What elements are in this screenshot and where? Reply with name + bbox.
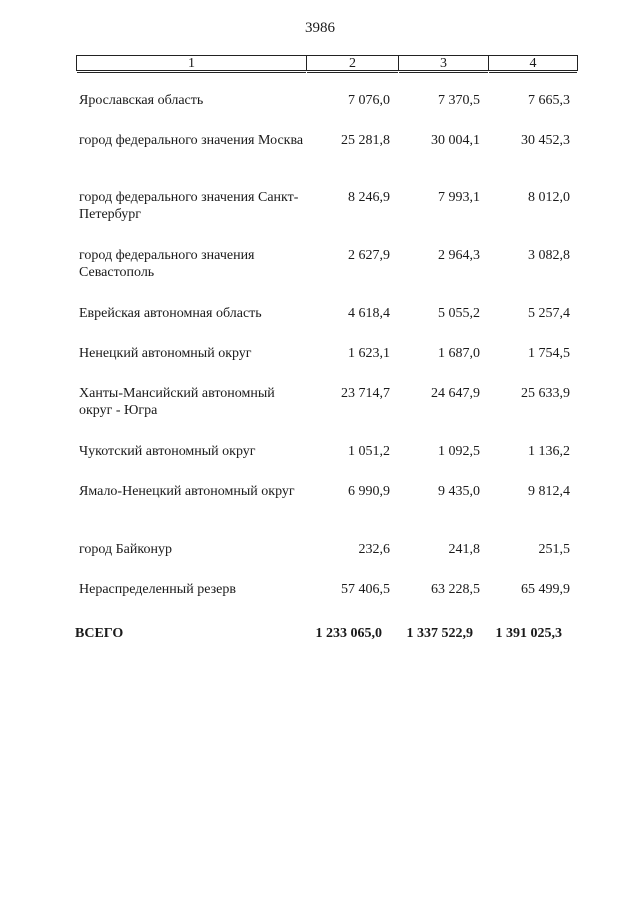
- region-name: Ханты-Мансийский автономный округ - Югра: [79, 386, 275, 418]
- value-col-4: 3 082,8: [528, 248, 570, 263]
- region-name: город федерального значения Москва: [79, 133, 304, 148]
- value-col-4: 65 499,9: [521, 582, 570, 597]
- value-col-3: 1 687,0: [438, 346, 480, 361]
- region-name: Ненецкий автономный округ: [79, 346, 252, 361]
- table-header: [76, 55, 578, 73]
- header-cell-1: 1: [76, 55, 306, 71]
- value-col-3: 30 004,1: [431, 133, 480, 148]
- value-col-3: 9 435,0: [438, 484, 480, 499]
- value-col-2: 23 714,7: [341, 386, 390, 401]
- value-col-3: 5 055,2: [438, 306, 480, 321]
- value-col-2: 6 990,9: [348, 484, 390, 499]
- value-col-2: 57 406,5: [341, 582, 390, 597]
- value-col-3: 24 647,9: [431, 386, 480, 401]
- value-col-3: 63 228,5: [431, 582, 480, 597]
- value-col-4: 30 452,3: [521, 133, 570, 148]
- value-col-2: 7 076,0: [348, 93, 390, 108]
- value-col-3: 241,8: [448, 542, 480, 557]
- total-col-3: 1 337 522,9: [406, 626, 473, 641]
- value-col-2: 25 281,8: [341, 133, 390, 148]
- value-col-2: 232,6: [358, 542, 390, 557]
- region-name: город федерального значения Севастополь: [79, 248, 255, 280]
- value-col-2: 1 623,1: [348, 346, 390, 361]
- region-name: Ямало-Ненецкий автономный округ: [79, 484, 295, 499]
- value-col-4: 9 812,4: [528, 484, 570, 499]
- value-col-3: 7 993,1: [438, 190, 480, 205]
- value-col-4: 1 754,5: [528, 346, 570, 361]
- total-col-2: 1 233 065,0: [315, 626, 382, 641]
- value-col-2: 4 618,4: [348, 306, 390, 321]
- value-col-2: 1 051,2: [348, 444, 390, 459]
- value-col-4: 5 257,4: [528, 306, 570, 321]
- region-name: город Байконур: [79, 542, 172, 557]
- region-name: Ярославская область: [79, 93, 204, 108]
- value-col-4: 7 665,3: [528, 93, 570, 108]
- value-col-2: 8 246,9: [348, 190, 390, 205]
- value-col-3: 1 092,5: [438, 444, 480, 459]
- region-name: Чукотский автономный округ: [79, 444, 256, 459]
- header-cell-3: 3: [398, 55, 488, 71]
- header-cell-4: 4: [488, 55, 578, 71]
- value-col-4: 251,5: [538, 542, 570, 557]
- region-name: Нераспределенный резерв: [79, 582, 236, 597]
- value-col-2: 2 627,9: [348, 248, 390, 263]
- value-col-3: 7 370,5: [438, 93, 480, 108]
- region-name: город федерального значения Санкт-Петербург: [79, 190, 299, 222]
- region-name: Еврейская автономная область: [79, 306, 262, 321]
- total-col-4: 1 391 025,3: [495, 626, 562, 641]
- total-label: ВСЕГО: [75, 626, 124, 641]
- header-cell-2: 2: [306, 55, 398, 71]
- value-col-4: 8 012,0: [528, 190, 570, 205]
- value-col-4: 1 136,2: [528, 444, 570, 459]
- page-number: 3986: [305, 20, 335, 36]
- value-col-4: 25 633,9: [521, 386, 570, 401]
- value-col-3: 2 964,3: [438, 248, 480, 263]
